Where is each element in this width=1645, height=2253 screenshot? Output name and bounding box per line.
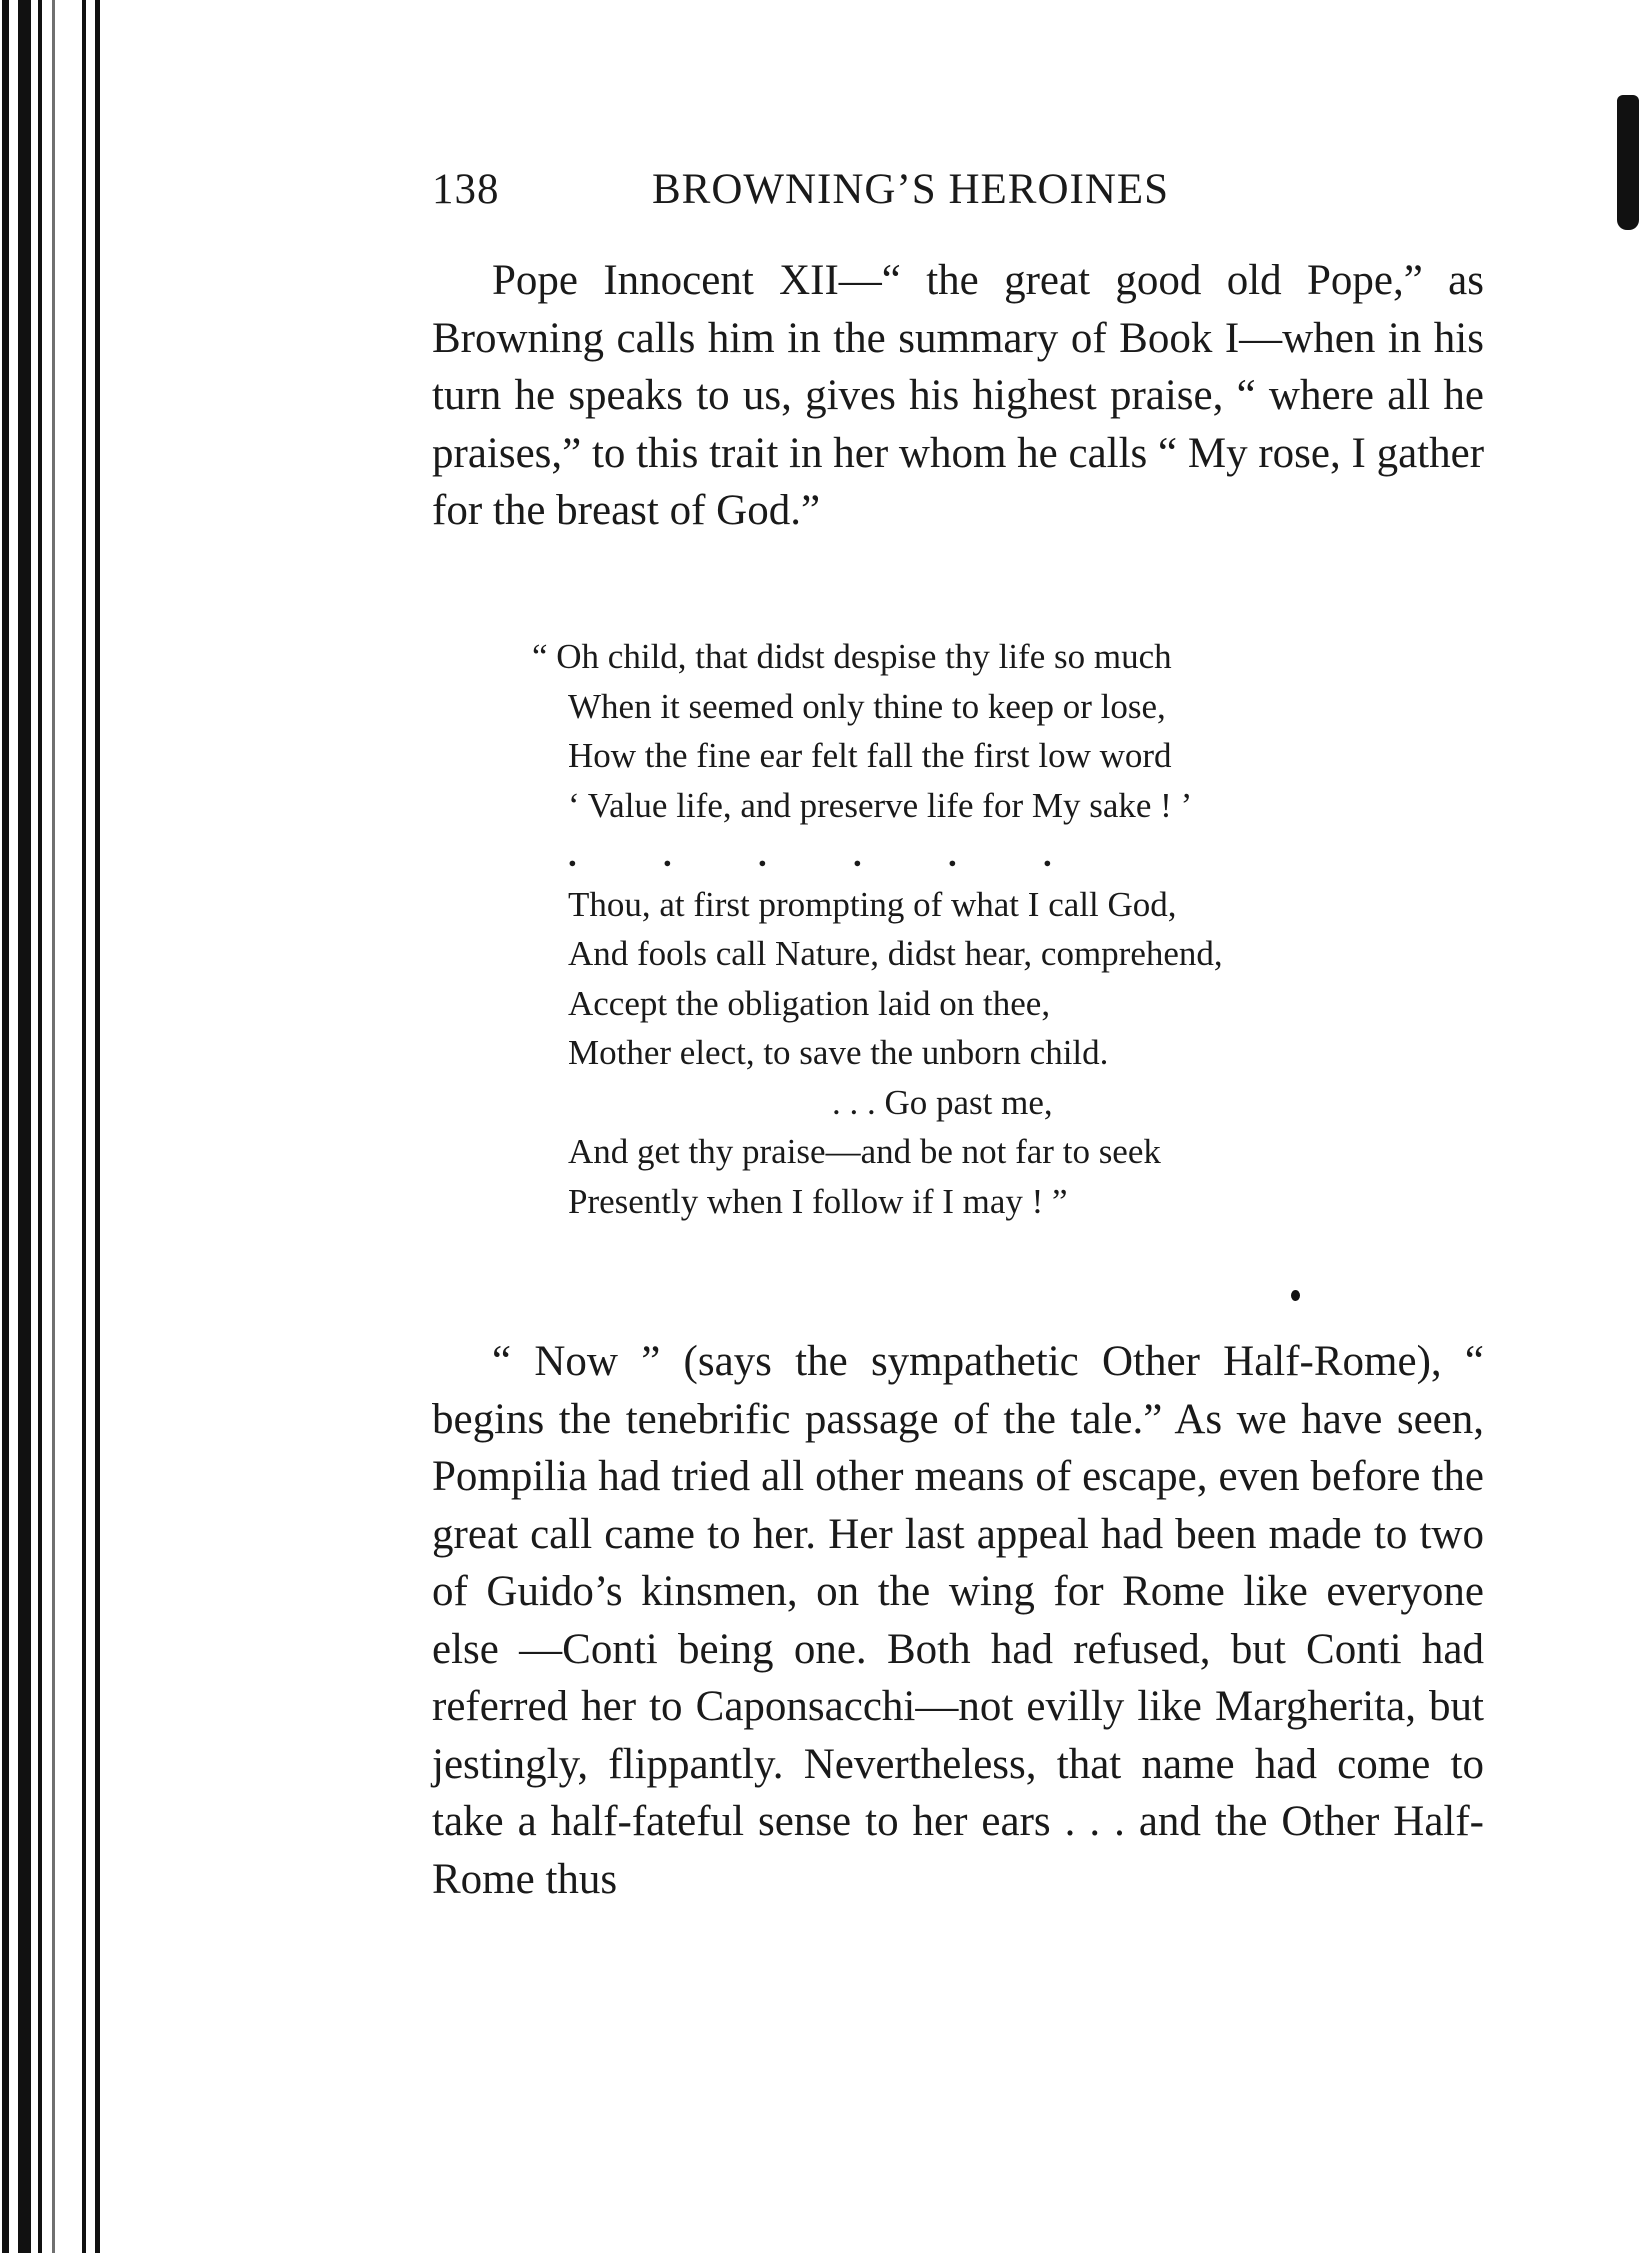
- verse-line: Accept the obligation laid on thee,: [568, 983, 1051, 1023]
- paragraph: “ Now ” (says the sympathetic Other Half-Rome), “ begins the tenebrific passage of the tale.” As we have seen, Pompilia had tried all other means of escape, even before the great call came to her. Her last appeal had been made to two of Guido’s kinsmen, on the wing for Rome like everyone else —Conti being one. Both had refused, but Conti had referred her to Caponsacchi—not evilly like Margherita, but jestingly, flippantly. Nevertheless, that name had come to take a half-fateful sense to her ears . . . and the Other Half-Rome thus: [432, 1338, 1484, 1903]
- verse-line: And get thy praise—and be not far to seek: [568, 1132, 1161, 1171]
- binding-rule: [38, 0, 42, 2253]
- binding-rule: [2, 0, 9, 2253]
- verse-line: Thou, at first prompting of what I call God,: [568, 884, 1177, 924]
- verse-line: . . . Go past me,: [832, 1082, 1053, 1122]
- ink-speck: [1291, 1290, 1300, 1301]
- binding-rule: [52, 0, 55, 2253]
- ellipsis-dot: .: [758, 835, 767, 874]
- verse-line: “ Oh child, that didst despise thy life so much: [532, 637, 1172, 676]
- binding-rule: [18, 0, 31, 2253]
- verse-line: And fools call Nature, didst hear, comprehend,: [568, 934, 1223, 973]
- edge-mark: [1617, 95, 1639, 230]
- binding-rule: [95, 0, 100, 2253]
- verse-line: ‘ Value life, and preserve life for My sake ! ’: [568, 785, 1193, 825]
- page-header: [432, 165, 1482, 225]
- body-text-block: [432, 252, 1484, 540]
- paragraph: Pope Innocent XII—“ the great good old Pope,” as Browning calls him in the summary of Book I—when in his turn he speaks to us, gives his highest praise, “ where all he praises,” to this trait in her whom he calls “ My rose, I gather for the breast of God.”: [432, 257, 1485, 534]
- page-number: 138: [432, 166, 500, 213]
- verse-line: When it seemed only thine to keep or lose,: [568, 686, 1166, 726]
- verse-line: Presently when I follow if I may ! ”: [568, 1181, 1068, 1221]
- running-head: BROWNING’S HEROINES: [652, 166, 1170, 213]
- body-text-block: [432, 1333, 1484, 1908]
- ellipsis-dot: .: [1043, 835, 1052, 874]
- verse-ellipsis: [532, 830, 1412, 880]
- binding-rule: [82, 0, 86, 2253]
- verse-line: How the fine ear felt fall the first low word: [568, 736, 1172, 775]
- verse-line: Mother elect, to save the unborn child.: [568, 1033, 1109, 1072]
- ellipsis-dot: .: [948, 835, 957, 874]
- page-gutter: [0, 0, 110, 2253]
- ellipsis-dot: .: [568, 835, 577, 874]
- ellipsis-dot: .: [853, 835, 862, 874]
- ellipsis-dot: .: [663, 835, 672, 874]
- verse-quotation: [532, 632, 1412, 1226]
